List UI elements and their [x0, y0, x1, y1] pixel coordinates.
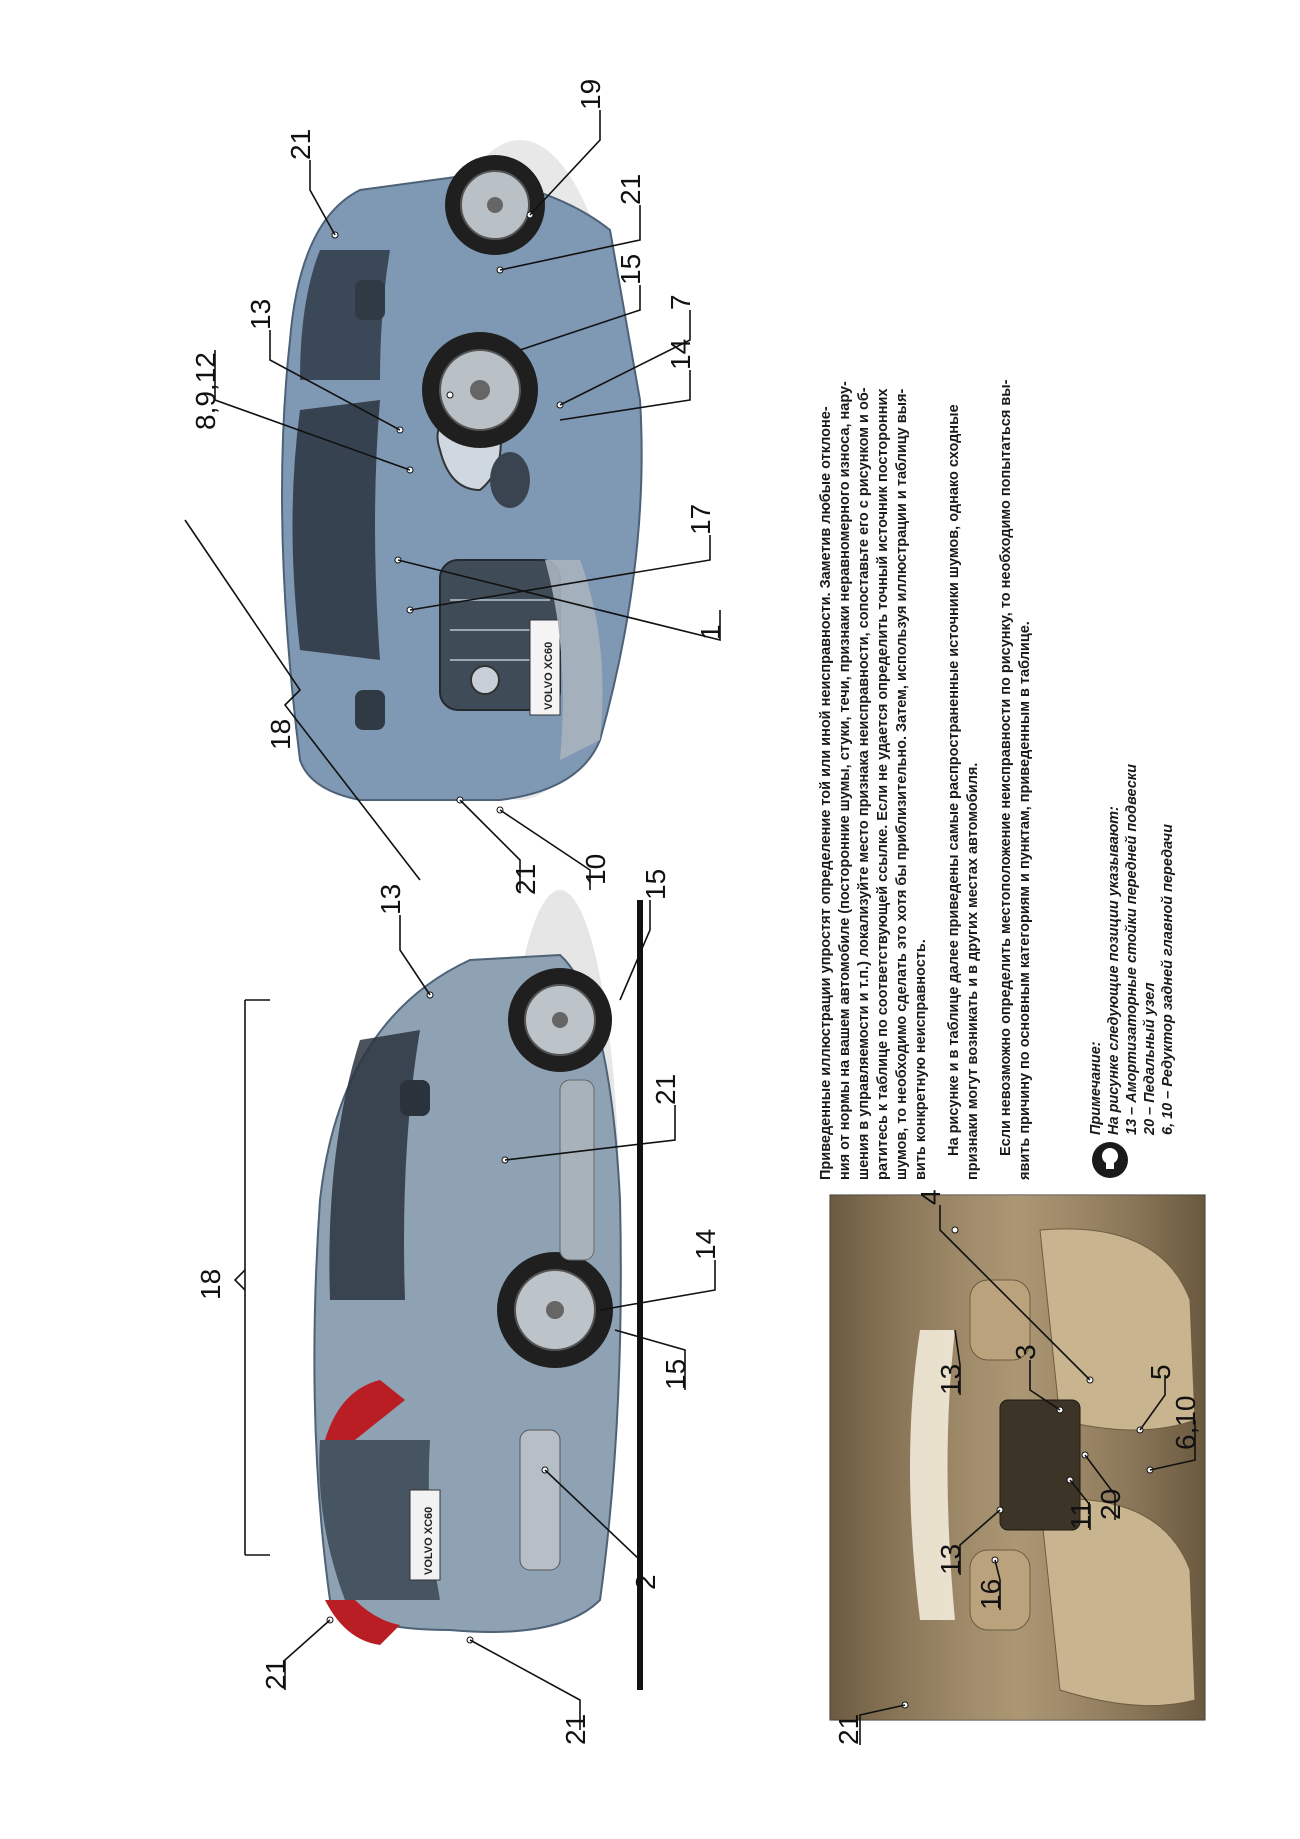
- note-line-3: 20 – Педальный узел: [1142, 982, 1158, 1135]
- body-text: [818, 379, 1033, 1180]
- note-line-4: 6, 10 – Редуктор задней главной передачи: [1160, 824, 1176, 1135]
- rear-label-15-top: [620, 869, 671, 1000]
- svg-text:19: 19: [575, 78, 606, 110]
- svg-text:7: 7: [665, 294, 696, 310]
- rear-view-illustration: [195, 869, 721, 1745]
- svg-text:21: 21: [650, 1073, 681, 1105]
- note-line-1: На рисунке следующие позиции указывают:: [1106, 806, 1122, 1135]
- front-plate-text: VOLVO XC60: [543, 641, 555, 710]
- paragraph-2-line-2: признаки могут возникать и в других местах автомобиля.: [965, 762, 981, 1180]
- svg-text:6,10: 6,10: [1170, 1395, 1201, 1450]
- svg-text:14: 14: [690, 1228, 721, 1260]
- svg-text:13: 13: [245, 298, 276, 330]
- svg-text:2: 2: [630, 1574, 661, 1590]
- svg-text:17: 17: [685, 503, 716, 535]
- note-block: [1088, 764, 1176, 1178]
- paragraph-3-line-2: явить причину по основным категориям и пунктам, приведенным в таблице.: [1017, 621, 1033, 1180]
- paragraph-2-line-1: На рисунке и в таблице далее приведены самые распространенные источники шумов, однако сходные: [946, 404, 962, 1156]
- interior-view-illustration: [830, 1189, 1205, 1745]
- rear-label-18: [195, 1000, 270, 1555]
- rear-plate-text: VOLVO XC60: [423, 1506, 435, 1575]
- svg-text:21: 21: [615, 173, 646, 205]
- svg-text:14: 14: [665, 338, 696, 370]
- svg-text:3: 3: [1010, 1344, 1041, 1360]
- paragraph-1-line-4: ратитесь к таблице по соответствующей ссылке. Если не удается определить точный источник посторонних: [875, 388, 891, 1180]
- svg-text:4: 4: [915, 1189, 946, 1205]
- svg-text:16: 16: [975, 1578, 1006, 1610]
- svg-text:10: 10: [580, 853, 611, 885]
- svg-text:11: 11: [1065, 1500, 1096, 1530]
- rear-label-21-bottom: [470, 1640, 591, 1745]
- paragraph-1-line-6: вить конкретную неисправность.: [913, 939, 929, 1180]
- svg-text:5: 5: [1145, 1364, 1176, 1380]
- svg-text:21: 21: [510, 863, 541, 895]
- paragraph-3-line-1: Если невозможно определить местоположение неисправности по рисунку, то необходимо попытаться вы-: [998, 379, 1014, 1156]
- svg-text:21: 21: [833, 1713, 864, 1745]
- svg-text:18: 18: [195, 1268, 226, 1300]
- svg-text:15: 15: [615, 253, 646, 285]
- paragraph-1-line-3: шения в управляемости и т.п.) локализуйте место признака неисправности, сопоставьте его с рисунком и об-: [856, 387, 872, 1180]
- paragraph-1-line-1: Приведенные иллюстрации упростят определение той или иной неисправности. Заметив любые отклоне-: [818, 406, 834, 1180]
- note-title: Примечание:: [1088, 1041, 1104, 1135]
- front-view-illustration: [185, 79, 726, 895]
- svg-text:21: 21: [285, 128, 316, 160]
- svg-text:18: 18: [265, 718, 296, 750]
- svg-text:13: 13: [935, 1363, 966, 1395]
- svg-text:21: 21: [260, 1658, 291, 1690]
- note-line-2: 13 – Амортизаторные стойки передней подвески: [1124, 763, 1140, 1135]
- svg-text:13: 13: [935, 1543, 966, 1575]
- svg-text:20: 20: [1095, 1488, 1126, 1520]
- svg-text:15: 15: [660, 1358, 691, 1390]
- svg-text:21: 21: [560, 1713, 591, 1745]
- svg-text:15: 15: [640, 868, 671, 900]
- svg-text:1: 1: [695, 624, 726, 640]
- lightbulb-icon: [1092, 1142, 1128, 1178]
- rear-label-15-bottom: [615, 1330, 691, 1390]
- paragraph-1-line-5: шумов, то необходимо сделать это хотя бы приблизительно. Затем, используя иллюстрации и таблицу выя-: [894, 388, 910, 1180]
- svg-text:8,9,12: 8,9,12: [190, 352, 221, 430]
- paragraph-1-line-2: ния от нормы на вашем автомобиле (посторонние шумы, стуки, течи, признаки неравномерного износа, нару-: [837, 381, 853, 1180]
- rear-label-13: [375, 884, 430, 995]
- rear-label-21-left: [260, 1620, 330, 1690]
- front-label-21-bottom: [460, 800, 541, 895]
- svg-text:13: 13: [375, 883, 406, 915]
